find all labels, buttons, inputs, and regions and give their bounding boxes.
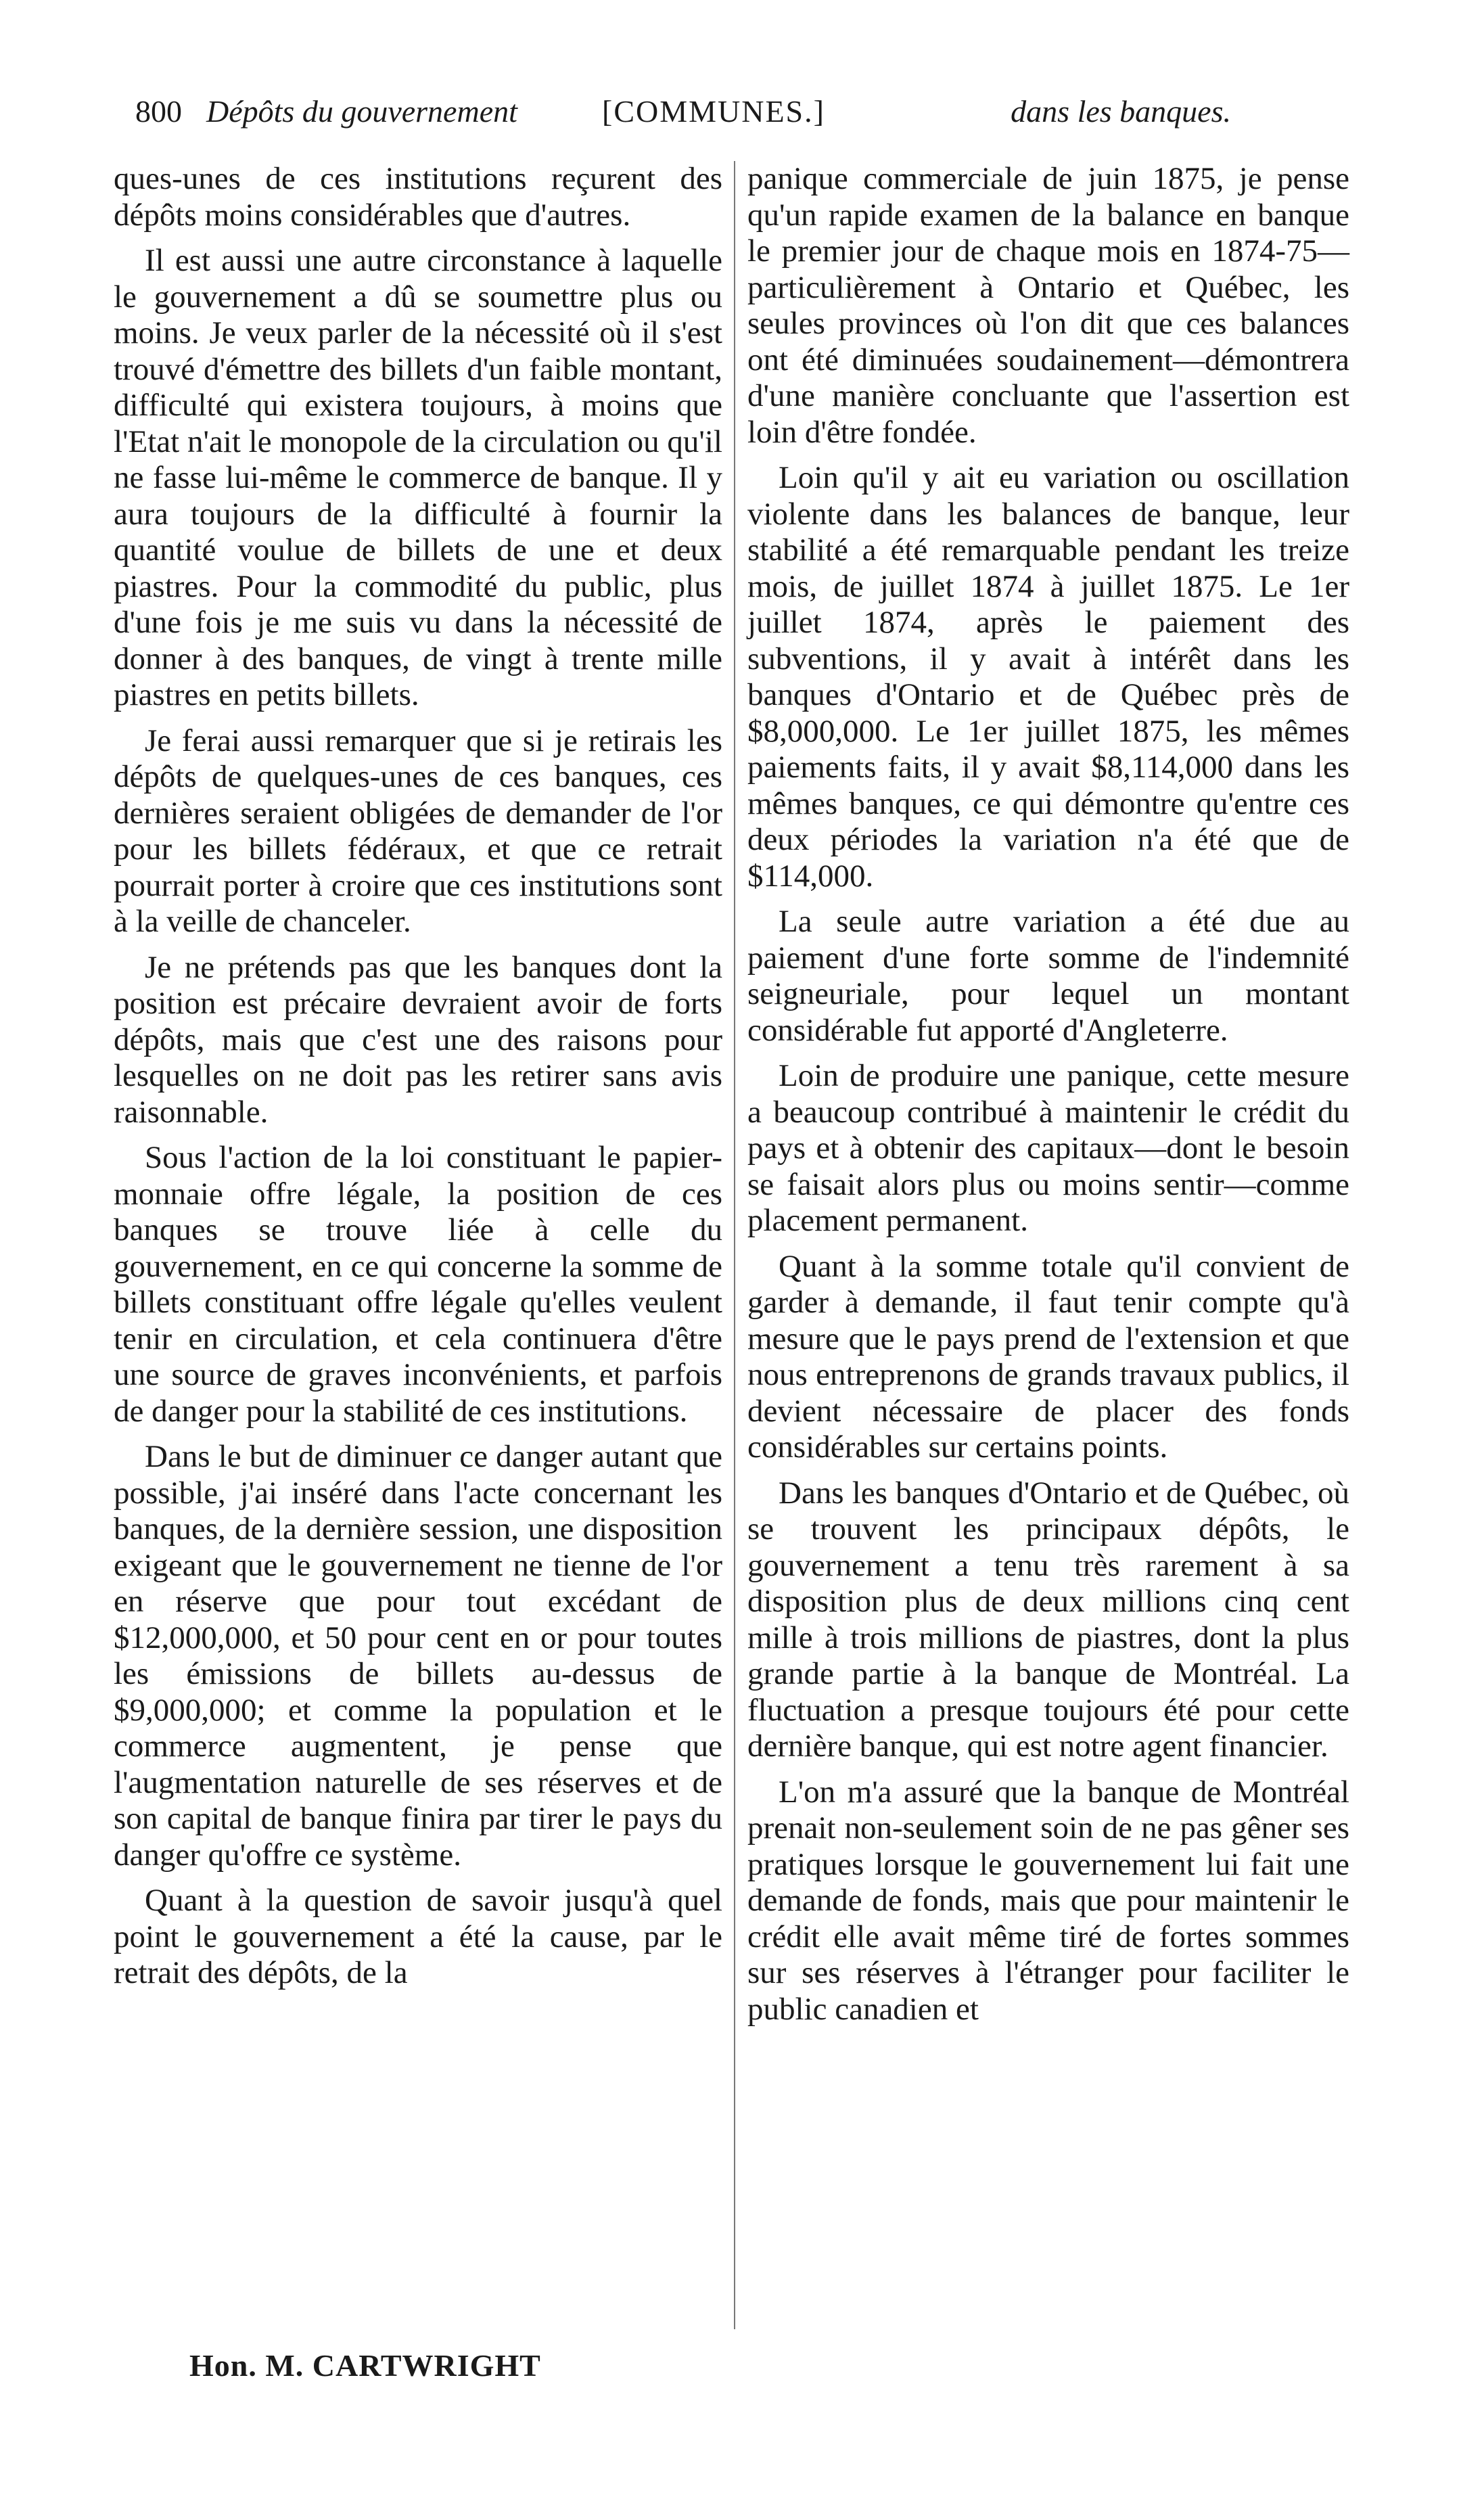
page-header <box>135 87 1231 141</box>
paragraph: Je ne prétends pas que les banques dont la position est précaire devraient avoir de forts dépôts, mais que c'est une des raisons pour lesquelles on ne doit pas les retirer sans avis raisonnable. <box>114 949 722 1130</box>
speaker-signature: Hon. M. CARTWRIGHT <box>189 2348 541 2383</box>
paragraph: Dans le but de diminuer ce danger autant que possible, j'ai inséré dans l'acte concernant les banques, de la dernière session, une disposition exigeant que le gouvernement ne tienne de l'or en réserve que pour tout excédant de $12,000,000, et 50 pour cent en or pour toutes les émissions de billets au-dessus de $9,000,000; et comme la population et le commerce augmentent, je pense que l'augmentation naturelle de ses réserves et de son capital de banque finira par tirer le pays du danger qu'offre ce système. <box>114 1439 722 1873</box>
running-title-center: [COMMUNES.] <box>602 94 825 129</box>
paragraph: La seule autre variation a été due au paiement d'une forte somme de l'indemnité seigneuriale, pour lequel un montant considérable fut apporté d'Angleterre. <box>747 904 1349 1048</box>
paragraph: Sous l'action de la loi constituant le papier-monnaie offre légale, la position de ces banques se trouve liée à celle du gouvernement, en ce qui concerne la somme de billets constituant offre légale qu'elles veulent tenir en circulation, et cela continuera d'être une source de graves inconvénients, et parfois de danger pour la stabilité de ces institutions. <box>114 1140 722 1429</box>
paragraph: Il est aussi une autre circonstance à laquelle le gouvernement a dû se soumettre plus ou moins. Je veux parler de la nécessité où il s'est trouvé d'émettre des billets d'un faible montant, difficulté qui existera toujours, à moins que l'Etat n'ait le monopole de la circulation ou qu'il ne fasse lui-même le commerce de banque. Il y aura toujours de la difficulté à fournir la quantité voulue de billets de une et deux piastres. Pour la commodité du public, plus d'une fois je me suis vu dans la nécessité de donner à des banques, de vingt à trente mille piastres en petits billets. <box>114 243 722 712</box>
running-title-right: dans les banques. <box>1011 94 1231 129</box>
paragraph: Loin qu'il y ait eu variation ou oscillation violente dans les balances de banque, leur stabilité a été remarquable pendant les treize mois, de juillet 1874 à juillet 1875. Le 1er juillet 1874, après le paiement des subventions, il y avait à intérêt dans les banques d'Ontario et de Québec près de $8,000,000. Le 1er juillet 1875, les mêmes paiements faits, il y avait $8,114,000 dans les mêmes banques, ce qui démontre qu'entre ces deux périodes la variation n'a été que de $114,000. <box>747 460 1349 894</box>
left-column <box>114 161 722 2001</box>
paragraph: Dans les banques d'Ontario et de Québec, où se trouvent les principaux dépôts, le gouvernement a tenu très rarement à sa disposition plus de deux millions cinq cent mille à trois millions de piastres, dont la plus grande partie à la banque de Montréal. La fluctuation a presque toujours été pour cette dernière banque, qui est notre agent financier. <box>747 1475 1349 1764</box>
paragraph: panique commerciale de juin 1875, je pense qu'un rapide examen de la balance en banque le premier jour de chaque mois en 1874-75—particulièrement à Ontario et Québec, les seules provinces où l'on dit que ces balances ont été diminuées soudainement—démontrera d'une manière concluante que l'assertion est loin d'être fondée. <box>747 161 1349 450</box>
page-number: 800 <box>135 94 182 129</box>
column-divider <box>734 161 735 2329</box>
running-title-left: Dépôts du gouvernement <box>206 94 517 129</box>
paragraph: Quant à la somme totale qu'il convient de garder à demande, il faut tenir compte qu'à mesure que le pays prend de l'extension et que nous entreprenons de grands travaux publics, il devient nécessaire de placer des fonds considérables sur certains points. <box>747 1248 1349 1465</box>
right-column <box>747 161 1349 2037</box>
paragraph: Loin de produire une panique, cette mesure a beaucoup contribué à maintenir le crédit du pays et à obtenir des capitaux—dont le besoin se faisait alors plus ou moins sentir—comme placement permanent. <box>747 1058 1349 1238</box>
paragraph: L'on m'a assuré que la banque de Montréal prenait non-seulement soin de ne pas gêner ses pratiques lorsque le gouvernement lui fait une demande de fonds, mais que pour maintenir le crédit elle avait même tiré de fortes sommes sur ses réserves à l'étranger pour faciliter le public canadien et <box>747 1774 1349 2027</box>
paragraph: Je ferai aussi remarquer que si je retirais les dépôts de quelques-unes de ces banques, ces dernières seraient obligées de demander de l'or pour les billets fédéraux, et que ce retrait pourrait porter à croire que ces institutions sont à la veille de chanceler. <box>114 723 722 939</box>
paragraph: Quant à la question de savoir jusqu'à quel point le gouvernement a été la cause, par le retrait des dépôts, de la <box>114 1883 722 1990</box>
paragraph: ques-unes de ces institutions reçurent des dépôts moins considérables que d'autres. <box>114 161 722 233</box>
